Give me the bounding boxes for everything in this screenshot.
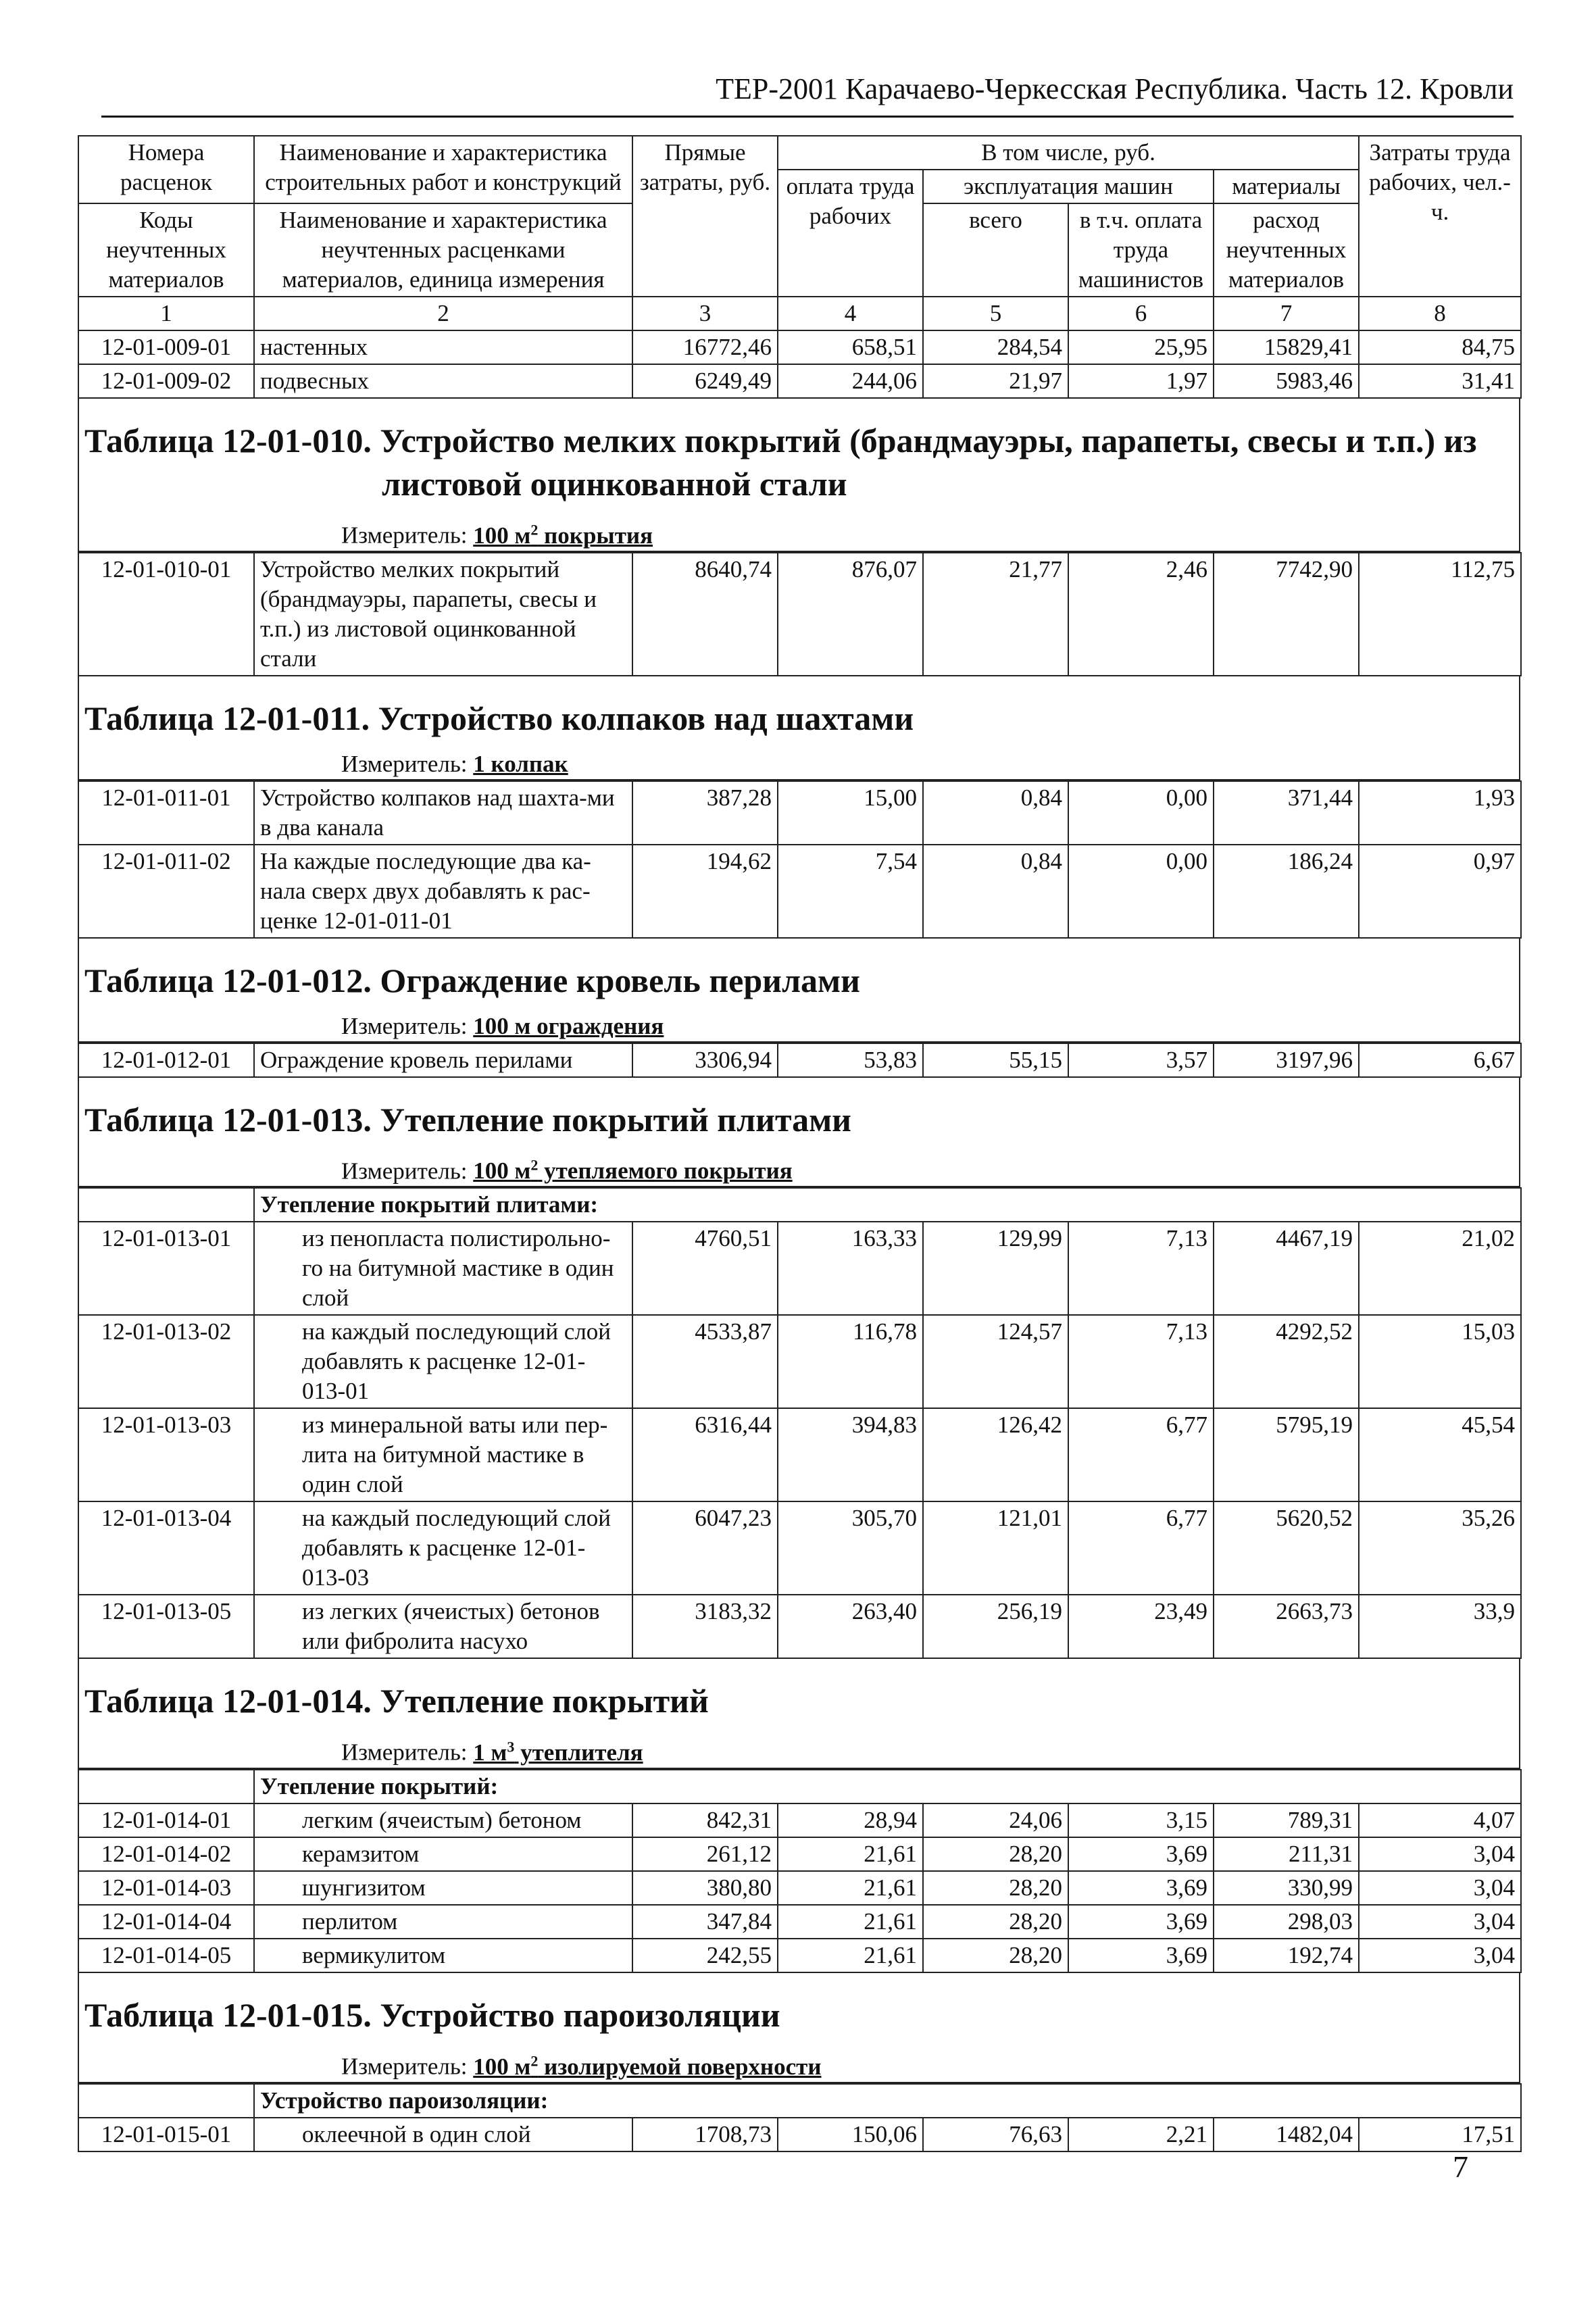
rate-name: На каждые последующие два ка-нала сверх двух добавлять к рас-ценке 12-01-011-01 (254, 845, 632, 938)
rate-name: Устройство мелких покрытий (брандмауэры, парапеты, свесы и т.п.) из листовой оцинкованной стали (254, 553, 632, 676)
machine-costs: 28,20 (923, 1837, 1068, 1871)
rate-code: 12-01-010-01 (78, 553, 254, 676)
labor-pay: 21,61 (778, 1939, 923, 1972)
rate-name: перлитом (254, 1905, 632, 1939)
table-title-text: Таблица 12-01-012. Ограждение кровель перилами (84, 961, 860, 999)
table-title-text: Таблица 12-01-014. Утепление покрытий (84, 1682, 709, 1720)
table-title (84, 1679, 1514, 1722)
rate-code: 12-01-012-01 (78, 1043, 254, 1077)
measure-value-text: 100 м (473, 1158, 531, 1185)
labor-pay: 7,54 (778, 845, 923, 938)
material-costs: 4467,19 (1214, 1222, 1359, 1315)
rate-code: 12-01-011-01 (78, 781, 254, 845)
labor-hours: 15,03 (1359, 1315, 1521, 1408)
machine-costs: 129,99 (923, 1222, 1068, 1315)
measure-value (473, 2053, 821, 2080)
measure-object: утепляемого покрытия (538, 1158, 793, 1185)
measure-unit (84, 2046, 1514, 2082)
table-row (78, 1871, 1521, 1905)
rate-table-section (78, 1973, 1520, 2083)
subheading: Утепление покрытий плитами: (254, 1188, 1521, 1222)
rate-code: 12-01-014-03 (78, 1871, 254, 1905)
operator-pay: 25,95 (1068, 330, 1214, 364)
header-work-name: Наименование и характеристика строительных работ и конструкций (254, 136, 632, 203)
table-title (84, 419, 1514, 505)
labor-pay: 163,33 (778, 1222, 923, 1315)
operator-pay: 0,00 (1068, 781, 1214, 845)
measure-value (473, 1158, 792, 1184)
direct-costs: 380,80 (632, 1871, 778, 1905)
empty-cell (78, 1770, 254, 1803)
labor-hours: 0,97 (1359, 845, 1521, 938)
header-unaccounted-materials: расход неучтенных материалов (1214, 203, 1359, 297)
header-total: всего (923, 203, 1068, 297)
rate-code: 12-01-013-01 (78, 1222, 254, 1315)
labor-pay: 15,00 (778, 781, 923, 845)
table-title (84, 1098, 1514, 1141)
column-number: 5 (923, 297, 1068, 330)
header-labor-costs: Затраты труда рабочих, чел.-ч. (1359, 136, 1521, 297)
direct-costs: 242,55 (632, 1939, 778, 1972)
machine-costs: 124,57 (923, 1315, 1068, 1408)
measure-label: Измеритель: (341, 1012, 468, 1039)
rate-table (78, 1769, 1522, 1973)
rate-table-section (78, 939, 1520, 1043)
rate-name: оклеечной в один слой (254, 2118, 632, 2151)
direct-costs: 1708,73 (632, 2118, 778, 2151)
table-row (78, 364, 1521, 398)
labor-hours: 3,04 (1359, 1837, 1521, 1871)
operator-pay: 7,13 (1068, 1315, 1214, 1408)
operator-pay: 23,49 (1068, 1595, 1214, 1658)
column-number: 4 (778, 297, 923, 330)
rate-table-section (78, 676, 1520, 780)
measure-label: Измеритель: (341, 2053, 468, 2080)
machine-costs: 0,84 (923, 845, 1068, 938)
machine-costs: 121,01 (923, 1501, 1068, 1595)
labor-pay: 53,83 (778, 1043, 923, 1077)
labor-hours: 3,04 (1359, 1905, 1521, 1939)
rate-table (78, 2083, 1522, 2152)
rate-name: шунгизитом (254, 1871, 632, 1905)
table-row (78, 1222, 1521, 1315)
table-row (78, 1501, 1521, 1595)
table-row (78, 1043, 1521, 1077)
subheading-row (78, 2084, 1521, 2118)
rate-code: 12-01-013-03 (78, 1408, 254, 1501)
column-numbers-row (78, 297, 1521, 330)
direct-costs: 6316,44 (632, 1408, 778, 1501)
rate-name: на каждый последующий слой добавлять к расценке 12-01-013-03 (254, 1501, 632, 1595)
direct-costs: 4533,87 (632, 1315, 778, 1408)
column-number: 3 (632, 297, 778, 330)
rate-name: из минеральной ваты или пер-лита на битумной мастике в один слой (254, 1408, 632, 1501)
direct-costs: 347,84 (632, 1905, 778, 1939)
rate-code: 12-01-011-02 (78, 845, 254, 938)
subheading-row (78, 1188, 1521, 1222)
table-title (84, 1993, 1514, 2037)
rate-name: легким (ячеистым) бетоном (254, 1803, 632, 1837)
operator-pay: 2,21 (1068, 2118, 1214, 2151)
labor-pay: 116,78 (778, 1315, 923, 1408)
measure-unit (84, 1012, 1514, 1041)
labor-hours: 21,02 (1359, 1222, 1521, 1315)
table-row (78, 845, 1521, 938)
operator-pay: 3,69 (1068, 1837, 1214, 1871)
rate-table (78, 1043, 1522, 1078)
material-costs: 1482,04 (1214, 2118, 1359, 2151)
machine-costs: 28,20 (923, 1871, 1068, 1905)
labor-hours: 35,26 (1359, 1501, 1521, 1595)
machine-costs: 24,06 (923, 1803, 1068, 1837)
rate-name: Устройство колпаков над шахта-ми в два канала (254, 781, 632, 845)
table-row (78, 553, 1521, 676)
measure-value-text: 1 м (473, 1739, 507, 1766)
material-costs: 2663,73 (1214, 1595, 1359, 1658)
direct-costs: 387,28 (632, 781, 778, 845)
operator-pay: 7,13 (1068, 1222, 1214, 1315)
measure-unit (84, 1151, 1514, 1187)
rate-table-section (78, 1078, 1520, 1188)
measure-unit (84, 515, 1514, 551)
machine-costs: 21,77 (923, 553, 1068, 676)
empty-cell (78, 2084, 254, 2118)
material-costs: 15829,41 (1214, 330, 1359, 364)
page-number: 7 (1453, 2149, 1468, 2184)
machine-costs: 256,19 (923, 1595, 1068, 1658)
rate-table-section (78, 399, 1520, 552)
operator-pay: 3,69 (1068, 1871, 1214, 1905)
operator-pay: 3,15 (1068, 1803, 1214, 1837)
measure-exponent: 3 (507, 1738, 515, 1756)
labor-pay: 263,40 (778, 1595, 923, 1658)
direct-costs: 3306,94 (632, 1043, 778, 1077)
measure-unit (84, 1732, 1514, 1768)
header-materials: материалы (1214, 170, 1359, 203)
header-incl-operators: в т.ч. оплата труда машинистов (1068, 203, 1214, 297)
labor-hours: 4,07 (1359, 1803, 1521, 1837)
table-title-text: Таблица 12-01-011. Устройство колпаков над шахтами (84, 699, 914, 737)
labor-hours: 84,75 (1359, 330, 1521, 364)
table-row (78, 1803, 1521, 1837)
table-title-continuation: листовой оцинкованной стали (382, 465, 847, 503)
material-costs: 330,99 (1214, 1871, 1359, 1905)
table-row (78, 1837, 1521, 1871)
measure-object: утеплителя (514, 1739, 643, 1766)
header-rate-numbers: Номера расценок (78, 136, 254, 203)
machine-costs: 55,15 (923, 1043, 1068, 1077)
rate-table-section (78, 1659, 1520, 1769)
table-row (78, 1315, 1521, 1408)
operator-pay: 3,69 (1068, 1939, 1214, 1972)
column-number: 8 (1359, 297, 1521, 330)
subheading-row (78, 1770, 1521, 1803)
column-number: 6 (1068, 297, 1214, 330)
labor-pay: 21,61 (778, 1871, 923, 1905)
header-material-codes: Коды неучтенных материалов (78, 203, 254, 297)
rate-name: керамзитом (254, 1837, 632, 1871)
operator-pay: 3,57 (1068, 1043, 1214, 1077)
rate-name: настенных (254, 330, 632, 364)
rate-name: из пенопласта полистирольно-го на битумной мастике в один слой (254, 1222, 632, 1315)
rate-name: вермикулитом (254, 1939, 632, 1972)
column-number: 1 (78, 297, 254, 330)
material-costs: 5983,46 (1214, 364, 1359, 398)
rate-code: 12-01-013-05 (78, 1595, 254, 1658)
labor-hours: 31,41 (1359, 364, 1521, 398)
machine-costs: 76,63 (923, 2118, 1068, 2151)
table-title-text: Таблица 12-01-010. Устройство мелких покрытий (брандмауэры, парапеты, свесы и т.п.) из (84, 422, 1477, 459)
table-title-text: Таблица 12-01-013. Утепление покрытий плитами (84, 1100, 851, 1139)
measure-exponent: 2 (530, 2051, 539, 2069)
direct-costs: 261,12 (632, 1837, 778, 1871)
table-row (78, 2118, 1521, 2151)
measure-value (473, 751, 568, 777)
machine-costs: 0,84 (923, 781, 1068, 845)
machine-costs: 28,20 (923, 1905, 1068, 1939)
measure-value-text: 1 колпак (473, 750, 568, 777)
header-material-name: Наименование и характеристика неучтенных расценками материалов, единица измерения (254, 203, 632, 297)
measure-value (473, 1739, 643, 1766)
measure-value (473, 522, 653, 549)
measure-label: Измеритель: (341, 522, 468, 549)
measure-value-text: 100 м ограждения (473, 1012, 664, 1039)
labor-pay: 28,94 (778, 1803, 923, 1837)
column-number: 2 (254, 297, 632, 330)
rate-code: 12-01-014-02 (78, 1837, 254, 1871)
measure-label: Измеритель: (341, 750, 468, 777)
direct-costs: 16772,46 (632, 330, 778, 364)
labor-pay: 21,61 (778, 1905, 923, 1939)
rate-code: 12-01-013-02 (78, 1315, 254, 1408)
measure-value-text: 100 м (473, 2053, 531, 2080)
labor-pay: 305,70 (778, 1501, 923, 1595)
table-row (78, 330, 1521, 364)
rate-code: 12-01-013-04 (78, 1501, 254, 1595)
measure-label: Измеритель: (341, 1158, 468, 1185)
operator-pay: 2,46 (1068, 553, 1214, 676)
column-number: 7 (1214, 297, 1359, 330)
rate-tables (78, 399, 1520, 2152)
labor-hours: 6,67 (1359, 1043, 1521, 1077)
operator-pay: 6,77 (1068, 1408, 1214, 1501)
measure-label: Измеритель: (341, 1739, 468, 1766)
operator-pay: 1,97 (1068, 364, 1214, 398)
measure-exponent: 2 (530, 521, 539, 538)
material-costs: 5620,52 (1214, 1501, 1359, 1595)
measure-exponent: 2 (530, 1156, 539, 1174)
rates-document (78, 135, 1520, 2152)
rate-name: подвесных (254, 364, 632, 398)
rate-table (78, 1187, 1522, 1659)
table-row (78, 781, 1521, 845)
direct-costs: 6249,49 (632, 364, 778, 398)
material-costs: 186,24 (1214, 845, 1359, 938)
direct-costs: 3183,32 (632, 1595, 778, 1658)
table-row (78, 1905, 1521, 1939)
direct-costs: 194,62 (632, 845, 778, 938)
material-costs: 3197,96 (1214, 1043, 1359, 1077)
table-row (78, 1939, 1521, 1972)
labor-pay: 244,06 (778, 364, 923, 398)
machine-costs: 28,20 (923, 1939, 1068, 1972)
table-title (84, 697, 1514, 740)
direct-costs: 6047,23 (632, 1501, 778, 1595)
labor-hours: 1,93 (1359, 781, 1521, 845)
operator-pay: 0,00 (1068, 845, 1214, 938)
direct-costs: 842,31 (632, 1803, 778, 1837)
labor-hours: 3,04 (1359, 1939, 1521, 1972)
rate-name: из легких (ячеистых) бетонов или фибролита насухо (254, 1595, 632, 1658)
labor-pay: 658,51 (778, 330, 923, 364)
header-direct-costs: Прямые затраты, руб. (632, 136, 778, 297)
table-row (78, 1408, 1521, 1501)
measure-object: покрытия (538, 522, 653, 549)
rate-table (78, 780, 1522, 939)
machine-costs: 126,42 (923, 1408, 1068, 1501)
subheading: Утепление покрытий: (254, 1770, 1521, 1803)
material-costs: 211,31 (1214, 1837, 1359, 1871)
direct-costs: 4760,51 (632, 1222, 778, 1315)
rate-table (78, 552, 1522, 676)
labor-pay: 150,06 (778, 2118, 923, 2151)
header-including: В том числе, руб. (778, 136, 1359, 170)
table-row (78, 1595, 1521, 1658)
table-title (84, 959, 1514, 1002)
direct-costs: 8640,74 (632, 553, 778, 676)
rate-code: 12-01-015-01 (78, 2118, 254, 2151)
operator-pay: 3,69 (1068, 1905, 1214, 1939)
rate-code: 12-01-009-02 (78, 364, 254, 398)
labor-hours: 33,9 (1359, 1595, 1521, 1658)
labor-hours: 17,51 (1359, 2118, 1521, 2151)
material-costs: 7742,90 (1214, 553, 1359, 676)
labor-hours: 45,54 (1359, 1408, 1521, 1501)
labor-hours: 112,75 (1359, 553, 1521, 676)
header-labor-pay: оплата труда рабочих (778, 170, 923, 297)
machine-costs: 21,97 (923, 364, 1068, 398)
material-costs: 371,44 (1214, 781, 1359, 845)
rate-code: 12-01-014-05 (78, 1939, 254, 1972)
rate-name: Ограждение кровель перилами (254, 1043, 632, 1077)
material-costs: 298,03 (1214, 1905, 1359, 1939)
header-machine-operation: эксплуатация машин (923, 170, 1214, 203)
material-costs: 789,31 (1214, 1803, 1359, 1837)
rate-code: 12-01-009-01 (78, 330, 254, 364)
measure-value-text: 100 м (473, 522, 531, 549)
measure-object: изолируемой поверхности (538, 2053, 822, 2080)
column-header-table (78, 135, 1522, 399)
rate-code: 12-01-014-04 (78, 1905, 254, 1939)
rate-name: на каждый последующий слой добавлять к расценке 12-01-013-01 (254, 1315, 632, 1408)
measure-unit (84, 749, 1514, 779)
measure-value (473, 1013, 664, 1039)
labor-pay: 394,83 (778, 1408, 923, 1501)
operator-pay: 6,77 (1068, 1501, 1214, 1595)
labor-pay: 21,61 (778, 1837, 923, 1871)
page-header: ТЕР-2001 Карачаево-Черкесская Республика. Часть 12. Кровли (101, 72, 1514, 118)
table-title-text: Таблица 12-01-015. Устройство пароизоляции (84, 1995, 780, 2034)
labor-hours: 3,04 (1359, 1871, 1521, 1905)
material-costs: 4292,52 (1214, 1315, 1359, 1408)
material-costs: 192,74 (1214, 1939, 1359, 1972)
material-costs: 5795,19 (1214, 1408, 1359, 1501)
machine-costs: 284,54 (923, 330, 1068, 364)
subheading: Устройство пароизоляции: (254, 2084, 1521, 2118)
labor-pay: 876,07 (778, 553, 923, 676)
rate-code: 12-01-014-01 (78, 1803, 254, 1837)
empty-cell (78, 1188, 254, 1222)
